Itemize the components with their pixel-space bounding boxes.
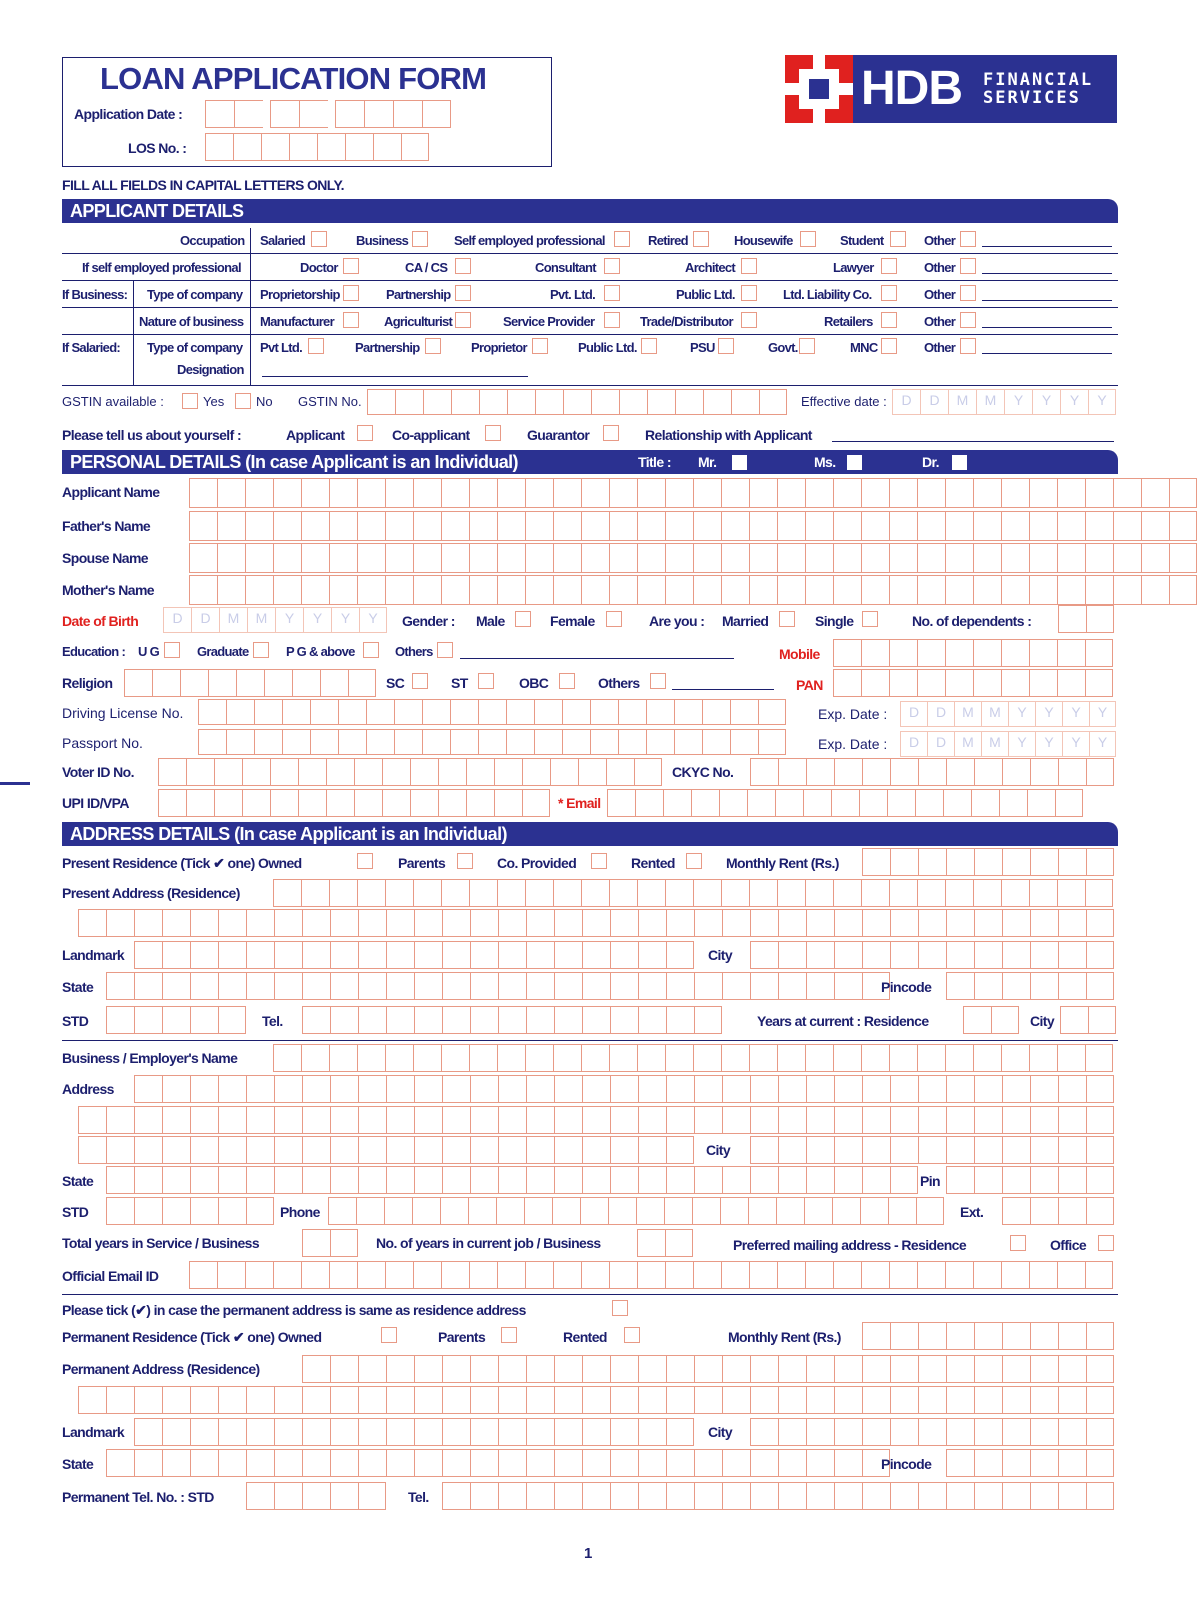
tel-boxes[interactable] [302,1006,722,1034]
present-address-line1[interactable] [273,879,1113,907]
sep-other-line[interactable] [982,273,1112,274]
religion-label: Religion [62,675,113,691]
current-job-label: No. of years in current job / Business [376,1235,601,1251]
application-date-boxes[interactable] [205,100,451,128]
dependents-boxes[interactable] [1058,605,1114,633]
perm-rented: Rented [563,1329,607,1345]
cat-sc-checkbox[interactable] [412,673,428,689]
nat-retailers-checkbox[interactable] [881,312,897,328]
sal-other: Other [924,340,956,355]
biz-llc: Ltd. Liability Co. [783,287,872,302]
state-label: State [62,979,94,995]
mobile-label: Mobile [779,646,820,662]
edu-ug: U G [138,644,160,659]
tel-label: Tel. [262,1013,283,1029]
edu-pg: P G & above [286,644,355,659]
nat-other-line[interactable] [982,327,1112,328]
occ-business: Business [356,233,409,248]
sal-other-checkbox[interactable] [960,338,976,354]
landmark-label: Landmark [62,947,125,963]
occ-retired: Retired [648,233,688,248]
gender-male-checkbox[interactable] [515,611,531,627]
sal-pvt-checkbox[interactable] [308,338,324,354]
table-rule-5 [62,385,1118,386]
logo-gap-right [839,83,853,95]
landmark-boxes[interactable] [134,941,694,969]
biz-public: Public Ltd. [676,287,735,302]
perm-tel-boxes[interactable] [442,1482,1114,1510]
status-married-checkbox[interactable] [779,611,795,627]
sep-cacs: CA / CS [405,260,448,275]
table-rule-4 [62,334,1118,335]
table-rule-3 [62,307,1118,308]
years-residence-boxes[interactable] [963,1006,1019,1034]
edu-pg-checkbox[interactable] [363,642,379,658]
emp-std-label: STD [62,1204,89,1220]
perm-address-line1[interactable] [302,1355,1114,1383]
relationship-line[interactable] [832,441,1114,442]
res-parents: Parents [398,855,446,871]
occ-student-checkbox[interactable] [890,231,906,247]
emp-ext-label: Ext. [960,1204,984,1220]
title-mr: Mr. [698,454,717,470]
sal-partnership-checkbox[interactable] [425,338,441,354]
cat-obc: OBC [519,675,549,691]
gstin-available-label: GSTIN available : [62,394,164,409]
perm-landmark-label: Landmark [62,1424,125,1440]
nat-service-checkbox[interactable] [604,312,620,328]
biz-other: Other [924,287,956,302]
emp-pin-label: Pin [920,1173,940,1189]
address-divider-2 [62,1294,1118,1295]
cat-obc-checkbox[interactable] [559,673,575,689]
logo-gap-left [785,83,799,95]
biz-partnership-checkbox[interactable] [455,285,471,301]
preferred-office-checkbox[interactable] [1098,1235,1114,1251]
los-boxes[interactable] [205,133,429,161]
status-married: Married [722,613,769,629]
title-dr-checkbox[interactable] [952,455,967,470]
nature-label: Nature of business [139,314,244,329]
occ-housewife: Housewife [734,233,793,248]
gender-label: Gender : [402,613,455,629]
title-mr-checkbox[interactable] [732,455,747,470]
passport-label: Passport No. [62,735,143,751]
education-label: Education : [62,644,126,659]
sal-psu: PSU [690,340,715,355]
same-address-checkbox[interactable] [612,1300,628,1316]
occ-business-checkbox[interactable] [412,231,428,247]
occ-student: Student [840,233,884,248]
edu-graduate-checkbox[interactable] [253,642,269,658]
title-label: Title : [638,454,671,470]
occ-other-line[interactable] [982,246,1112,247]
relationship-label: Relationship with Applicant [645,427,812,443]
spouse-name-label: Spouse Name [62,550,148,566]
sep-doctor: Doctor [300,260,338,275]
current-job-boxes[interactable] [637,1229,693,1257]
preferred-office: Office [1050,1237,1087,1253]
perm-landmark-boxes[interactable] [134,1418,694,1446]
instruction-text: FILL ALL FIELDS IN CAPITAL LETTERS ONLY. [62,177,344,193]
biz-llc-checkbox[interactable] [881,285,897,301]
total-years-boxes[interactable] [302,1229,358,1257]
res-rented: Rented [631,855,675,871]
present-address-line2[interactable] [78,909,1114,937]
passport-exp-label: Exp. Date : [818,736,888,752]
res-coprovided: Co. Provided [497,855,577,871]
res-owned-checkbox[interactable] [357,853,373,869]
hdb-logo [785,55,1117,123]
cat-sc: SC [386,675,405,691]
nat-trade-checkbox[interactable] [741,312,757,328]
dob-label: Date of Birth [62,613,139,629]
preferred-label: Preferred mailing address - Residence [733,1237,967,1253]
occ-housewife-checkbox[interactable] [800,231,816,247]
present-address-label: Present Address (Residence) [62,885,240,901]
preferred-residence-checkbox[interactable] [1010,1235,1026,1251]
emp-phone-label: Phone [280,1204,320,1220]
table-rule-2 [62,280,1118,281]
gstin-boxes[interactable] [367,389,787,415]
sep-lawyer: Lawyer [833,260,874,275]
biz-pvt: Pvt. Ltd. [550,287,595,302]
gender-female: Female [550,613,595,629]
sal-govt-checkbox[interactable] [799,338,815,354]
emp-ext-boxes[interactable] [1002,1197,1114,1225]
state-boxes[interactable] [106,972,890,1000]
city-boxes[interactable] [750,941,1114,969]
driving-label: Driving License No. [62,705,184,721]
business-label: If Business: [62,287,128,302]
address-divider-1 [62,1040,1118,1041]
salaried-type-label: Type of company [147,340,243,355]
sal-other-line[interactable] [982,353,1112,354]
tell-label: Please tell us about yourself : [62,427,242,443]
pincode-label: Pincode [881,979,932,995]
applicant-name-label: Applicant Name [62,484,160,500]
official-email-boxes[interactable] [189,1261,1113,1289]
official-email-label: Official Email ID [62,1268,159,1284]
perm-state-boxes[interactable] [106,1449,890,1477]
tell-coapplicant: Co-applicant [392,427,470,443]
sep-other-checkbox[interactable] [960,258,976,274]
biz-pvt-checkbox[interactable] [604,285,620,301]
biz-partnership: Partnership [386,287,451,302]
effective-date-boxes[interactable]: D D M M Y Y Y Y [892,389,1116,415]
upi-boxes[interactable] [158,789,550,817]
tell-guarantor-checkbox[interactable] [603,425,619,441]
business-col-divider [133,280,134,385]
emp-address-line1[interactable] [134,1075,1114,1103]
monthly-rent-boxes[interactable] [862,848,1114,876]
perm-tel-label: Permanent Tel. No. : STD [62,1489,214,1505]
sal-proprietor: Proprietor [471,340,527,355]
ckyc-boxes[interactable] [750,758,1114,786]
present-residence-label: Present Residence (Tick ✔ one) Owned [62,855,302,871]
perm-parents-checkbox[interactable] [501,1327,517,1343]
title-dr: Dr. [922,454,939,470]
cat-others: Others [598,675,640,691]
applicant-section-title: APPLICANT DETAILS [70,201,244,221]
sep-label: If self employed professional [82,260,241,275]
margin-mark [0,782,30,785]
tell-guarantor: Guarantor [527,427,590,443]
employer-label: Business / Employer's Name [62,1050,238,1066]
edu-others-checkbox[interactable] [437,642,453,658]
perm-city-boxes[interactable] [750,1418,1114,1446]
sal-partnership: Partnership [355,340,420,355]
status-single: Single [815,613,854,629]
title-ms: Ms. [814,454,836,470]
pan-label: PAN [796,677,823,693]
biz-other-checkbox[interactable] [960,285,976,301]
business-type-label: Type of company [147,287,243,302]
tell-coapplicant-checkbox[interactable] [485,425,501,441]
dob-boxes[interactable]: D D M M Y Y Y Y [163,607,387,633]
sal-mnc: MNC [850,340,878,355]
years-city-boxes[interactable] [1060,1006,1116,1034]
sep-consultant: Consultant [535,260,596,275]
gender-female-checkbox[interactable] [606,611,622,627]
dependents-label: No. of dependents : [912,613,1032,629]
sal-psu-checkbox[interactable] [718,338,734,354]
emp-phone-boxes[interactable] [328,1197,944,1225]
cat-st-checkbox[interactable] [478,673,494,689]
logo-inner-square [809,79,829,99]
perm-std-boxes[interactable] [246,1482,386,1510]
address-section-header [62,822,1118,846]
pincode-boxes[interactable] [946,972,1114,1000]
mother-name-label: Mother's Name [62,582,154,598]
sal-mnc-checkbox[interactable] [881,338,897,354]
emp-address-line2[interactable] [78,1106,1114,1134]
personal-section-header [62,450,1118,474]
father-name-boxes[interactable] [189,511,1197,541]
religion-boxes[interactable] [124,669,376,697]
are-you-label: Are you : [649,613,705,629]
address-section-title: ADDRESS DETAILS (In case Applicant is an Individual) [70,824,507,844]
email-label: * Email [558,795,601,811]
permanent-residence-label: Permanent Residence (Tick ✔ one) Owned [62,1329,322,1345]
perm-owned-checkbox[interactable] [381,1327,397,1343]
edu-others: Others [395,644,433,659]
status-single-checkbox[interactable] [862,611,878,627]
nat-retailers: Retailers [824,314,873,329]
nat-other: Other [924,314,956,329]
nat-other-checkbox[interactable] [960,312,976,328]
sep-doctor-checkbox[interactable] [343,258,359,274]
emp-address-line3[interactable] [78,1136,694,1164]
total-years-label: Total years in Service / Business [62,1235,260,1251]
logo-gap-bottom [813,109,825,123]
employer-boxes[interactable] [273,1044,1113,1072]
occ-sep: Self employed professional [454,233,605,248]
occ-salaried: Salaried [260,233,305,248]
gender-male: Male [476,613,505,629]
pan-boxes[interactable] [833,669,1113,697]
occ-retired-checkbox[interactable] [693,231,709,247]
gstin-yes: Yes [203,394,225,409]
designation-line[interactable] [262,376,528,377]
sal-public: Public Ltd. [578,340,637,355]
occupation-label: Occupation [180,233,245,248]
occ-sep-checkbox[interactable] [614,231,630,247]
nat-manufacturer-checkbox[interactable] [343,312,359,328]
biz-proprietorship-checkbox[interactable] [343,285,359,301]
cat-others-line[interactable] [672,689,774,690]
mother-name-boxes[interactable] [189,575,1197,605]
perm-state-label: State [62,1456,94,1472]
applicant-name-boxes[interactable] [189,478,1197,508]
logo-text-financial: FINANCIAL [983,70,1094,90]
father-name-label: Father's Name [62,518,151,534]
application-date-label: Application Date : [74,106,183,122]
table-rule-1 [62,253,1118,254]
std-boxes[interactable] [106,1006,246,1034]
sep-architect: Architect [685,260,736,275]
biz-other-line[interactable] [982,300,1112,301]
logo-gap-top [813,55,825,69]
emp-city-label: City [706,1142,731,1158]
perm-pincode-label: Pincode [881,1456,932,1472]
sal-govt: Govt. [768,340,798,355]
sep-cacs-checkbox[interactable] [455,258,471,274]
perm-city-label: City [708,1424,733,1440]
res-rented-checkbox[interactable] [686,853,702,869]
voter-boxes[interactable] [158,758,662,786]
sep-consultant-checkbox[interactable] [604,258,620,274]
email-boxes[interactable] [607,789,1083,817]
gstin-no: No [256,394,273,409]
nat-service: Service Provider [503,314,595,329]
table-col-divider [250,228,251,385]
upi-label: UPI ID/VPA [62,795,129,811]
sal-pvt: Pvt Ltd. [260,340,303,355]
emp-pin-boxes[interactable] [946,1166,1114,1194]
salaried-label: If Salaried: [62,340,121,355]
nat-agriculturist: Agriculturist [384,314,453,329]
perm-rent-label: Monthly Rent (Rs.) [728,1329,841,1345]
emp-std-boxes[interactable] [106,1197,274,1225]
cat-others-checkbox[interactable] [650,673,666,689]
years-current-label: Years at current : Residence [757,1013,929,1029]
perm-pincode-boxes[interactable] [946,1449,1114,1477]
edu-ug-checkbox[interactable] [164,642,180,658]
mobile-boxes[interactable] [833,639,1113,667]
res-parents-checkbox[interactable] [457,853,473,869]
biz-public-checkbox[interactable] [741,285,757,301]
edu-graduate: Graduate [197,644,249,659]
voter-label: Voter ID No. [62,764,134,780]
driving-exp-label: Exp. Date : [818,706,888,722]
sep-other: Other [924,260,956,275]
perm-rent-boxes[interactable] [862,1322,1114,1350]
perm-tel-text: Tel. [408,1489,429,1505]
driving-boxes[interactable] [198,699,786,725]
occ-other: Other [924,233,956,248]
spouse-name-boxes[interactable] [189,543,1197,573]
page-number: 1 [584,1545,592,1562]
sal-public-checkbox[interactable] [641,338,657,354]
perm-rented-checkbox[interactable] [624,1327,640,1343]
los-label: LOS No. : [128,140,187,156]
nat-agriculturist-checkbox[interactable] [455,312,471,328]
logo-text-services: SERVICES [983,88,1081,108]
permanent-address-label: Permanent Address (Residence) [62,1361,260,1377]
biz-proprietorship: Proprietorship [260,287,340,302]
gstin-no-checkbox[interactable] [235,393,251,409]
logo-text-hdb: HDB [861,62,962,115]
gstin-yes-checkbox[interactable] [182,393,198,409]
emp-city-boxes[interactable] [750,1136,1114,1164]
driving-exp-boxes[interactable]: D D M M Y Y Y Y [900,701,1116,727]
passport-exp-boxes[interactable]: D D M M Y Y Y Y [900,731,1116,757]
gstin-number-label: GSTIN No. [298,394,362,409]
title-ms-checkbox[interactable] [847,455,862,470]
nat-trade: Trade/Distributor [640,314,733,329]
sep-architect-checkbox[interactable] [741,258,757,274]
perm-address-line2[interactable] [78,1386,1114,1414]
emp-state-label: State [62,1173,94,1189]
nat-manufacturer: Manufacturer [260,314,334,329]
cat-st: ST [451,675,468,691]
ckyc-label: CKYC No. [672,764,734,780]
res-coprovided-checkbox[interactable] [591,853,607,869]
passport-boxes[interactable] [198,729,786,755]
emp-state-boxes[interactable] [106,1166,918,1194]
perm-parents: Parents [438,1329,486,1345]
sal-proprietor-checkbox[interactable] [532,338,548,354]
emp-address-label: Address [62,1081,114,1097]
city-label: City [708,947,733,963]
personal-section-title: PERSONAL DETAILS (In case Applicant is an Individual) [70,452,518,472]
occ-salaried-checkbox[interactable] [311,231,327,247]
edu-others-line[interactable] [460,658,734,659]
std-label: STD [62,1013,89,1029]
form-title: LOAN APPLICATION FORM [100,61,487,96]
effective-date-label: Effective date : [801,394,887,409]
tell-applicant: Applicant [286,427,345,443]
sep-lawyer-checkbox[interactable] [881,258,897,274]
monthly-rent-label: Monthly Rent (Rs.) [726,855,839,871]
occ-other-checkbox[interactable] [960,231,976,247]
tell-applicant-checkbox[interactable] [357,425,373,441]
designation-label: Designation [177,362,244,377]
years-city-label: City [1030,1013,1055,1029]
applicant-section-header [62,199,1118,223]
same-address-label: Please tick (✔) in case the permanent address is same as residence address [62,1302,526,1318]
